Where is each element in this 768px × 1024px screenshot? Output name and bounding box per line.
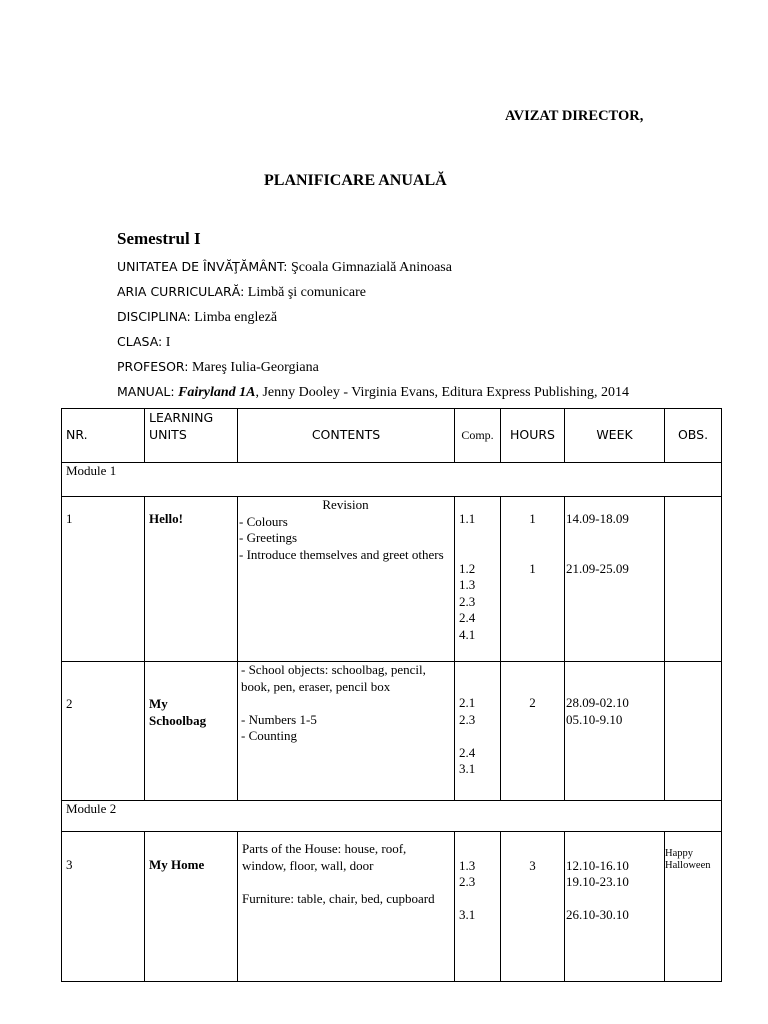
- contents-heading: Revision: [322, 497, 369, 512]
- table-header-row: [62, 409, 722, 463]
- teacher-label: PROFESOR:: [117, 359, 189, 374]
- row-number: 2: [62, 662, 145, 801]
- competencies: 2.1 2.3 2.4 3.1: [455, 662, 501, 801]
- competencies: 1.1 1.2 1.3 2.3 2.4 4.1: [455, 497, 501, 662]
- module-row: [62, 801, 722, 832]
- module-label: Module 1: [62, 463, 722, 497]
- hours: 3: [501, 832, 565, 982]
- manual-line: [117, 383, 629, 402]
- annual-plan-table: [61, 408, 722, 982]
- module-label: Module 2: [62, 801, 722, 832]
- competencies: 1.3 2.3 3.1: [455, 832, 501, 982]
- module-row: [62, 463, 722, 497]
- header-week: WEEK: [565, 409, 665, 463]
- semester-heading: Semestrul I: [117, 229, 201, 248]
- school-label: UNITATEA DE ÎNVĂŢĂMÂNT:: [117, 259, 288, 274]
- week: 28.09-02.10 05.10-9.10: [565, 662, 665, 801]
- observations: Happy Halloween: [665, 832, 722, 982]
- document-title: PLANIFICARE ANUALĂ: [264, 172, 447, 189]
- header-obs: OBS.: [665, 409, 722, 463]
- header-contents: CONTENTS: [238, 409, 455, 463]
- header-learning-units: LEARNING UNITS: [145, 409, 238, 463]
- hours: 2: [501, 662, 565, 801]
- approval-line: AVIZAT DIRECTOR,: [505, 108, 644, 124]
- class-line: [117, 333, 170, 352]
- contents-text: - School objects: schoolbag, pencil, book, pen, eraser, pencil box - Numbers 1-5 - Counting: [238, 662, 455, 801]
- school-value: Şcoala Gimnazială Aninoasa: [291, 260, 452, 275]
- row-number: 3: [62, 832, 145, 982]
- week: 12.10-16.10 19.10-23.10 26.10-30.10: [565, 832, 665, 982]
- table-row: [62, 662, 722, 801]
- unit-title: Hello!: [145, 497, 238, 662]
- table-row: [62, 497, 722, 662]
- manual-title: Fairyland 1A: [178, 385, 256, 400]
- area-label: ARIA CURRICULARĂ:: [117, 284, 245, 299]
- area-line: [117, 283, 366, 302]
- contents-text: - Colours - Greetings - Introduce themselves and greet others: [239, 513, 444, 562]
- class-value: I: [165, 335, 171, 350]
- subject-value: Limba engleză: [194, 310, 278, 325]
- subject-line: [117, 308, 277, 327]
- unit-title: My Home: [145, 832, 238, 982]
- area-value: Limbă şi comunicare: [247, 285, 366, 300]
- contents-cell: [238, 497, 455, 662]
- class-label: CLASA:: [117, 334, 163, 349]
- manual-label: MANUAL:: [117, 384, 175, 399]
- header-hours: HOURS: [501, 409, 565, 463]
- observations: [665, 497, 722, 662]
- header-nr: NR.: [62, 409, 145, 463]
- hours: 1 1: [501, 497, 565, 662]
- subject-label: DISCIPLINA:: [117, 309, 191, 324]
- unit-title: My Schoolbag: [145, 662, 238, 801]
- teacher-line: [117, 358, 319, 377]
- contents-text: Parts of the House: house, roof, window, floor, wall, door Furniture: table, chair, bed, cupboard: [238, 832, 455, 982]
- teacher-value: Mareş Iulia-Georgiana: [191, 360, 319, 375]
- week: 14.09-18.09 21.09-25.09: [565, 497, 665, 662]
- header-comp: Comp.: [455, 409, 501, 463]
- table-row: [62, 832, 722, 982]
- observations: [665, 662, 722, 801]
- school-line: [117, 258, 452, 277]
- row-number: 1: [62, 497, 145, 662]
- manual-details: , Jenny Dooley - Virginia Evans, Editura Express Publishing, 2014: [255, 385, 629, 400]
